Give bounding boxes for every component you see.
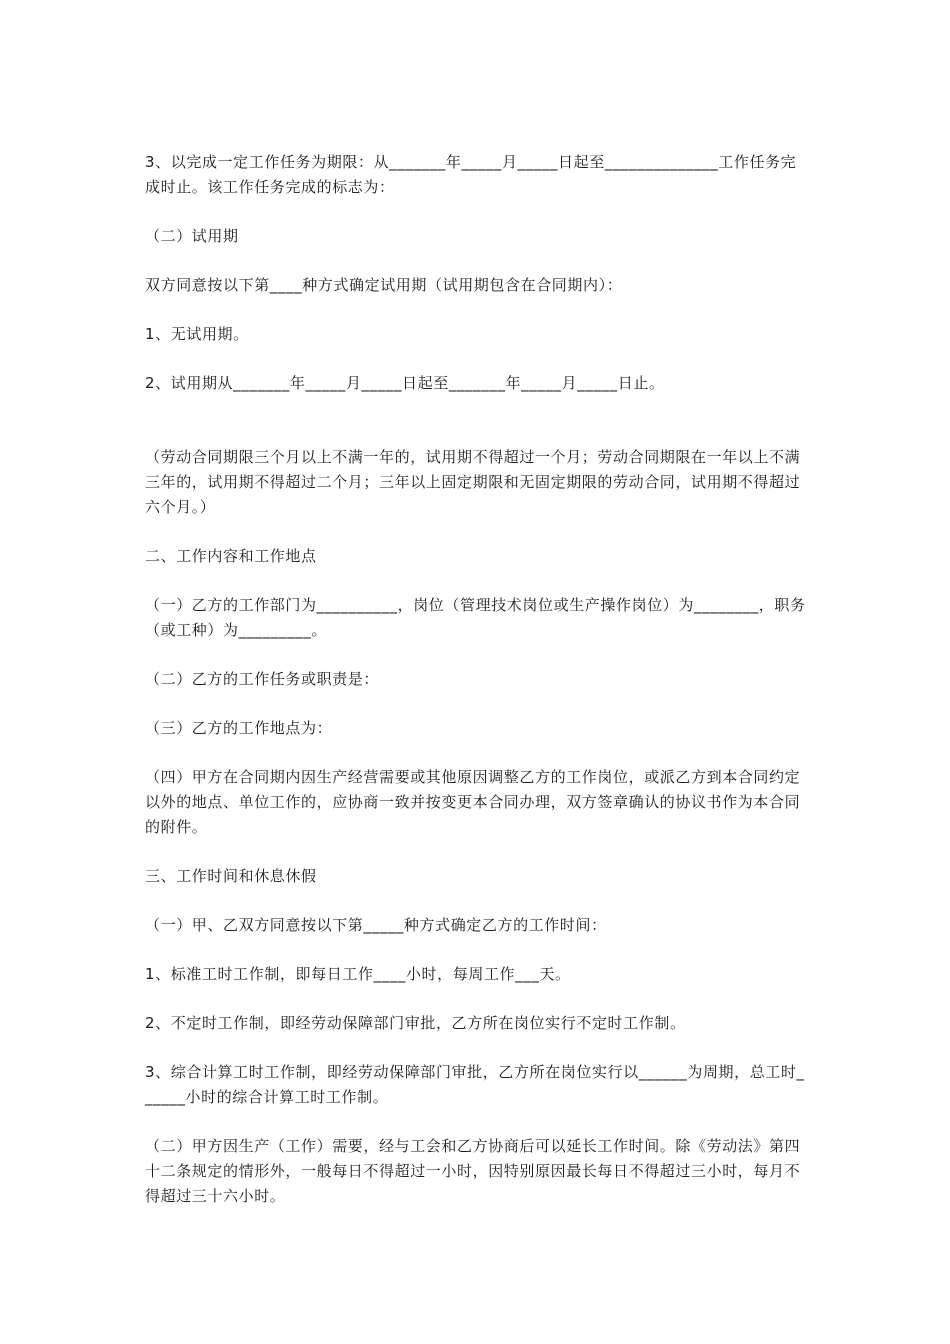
section-heading-probation: （二）试用期 — [145, 227, 239, 245]
clause-overtime: （二）甲方因生产（工作）需要，经与工会和乙方协商后可以延长工作时间。除《劳动法》第四十二条规定的情形外，一般每日不得超过一小时，因特别原因最长每日不得超过三小时，每月不得超过三十六小时。 — [145, 1137, 801, 1205]
document-body — [145, 150, 810, 1209]
working-hours-flexible: 2、不定时工作制，即经劳动保障部门审批，乙方所在岗位实行不定时工作制。 — [145, 1014, 686, 1032]
clause-work-location: （三）乙方的工作地点为： — [145, 719, 333, 737]
probation-option-none: 1、无试用期。 — [145, 325, 249, 343]
clause-position-adjustment: （四）甲方在合同期内因生产经营需要或其他原因调整乙方的工作岗位，或派乙方到本合同约定以外的地点、单位工作的，应协商一致并按变更本合同办理，双方签章确认的协议书作为本合同的附件。 — [145, 768, 801, 836]
clause-duties: （二）乙方的工作任务或职责是： — [145, 670, 380, 688]
clause-task-term: 3、以完成一定工作任务为期限：从_______年_____月_____日起至______________工作任务完成时止。该工作任务完成的标志为： — [145, 153, 797, 196]
section-heading-work-content: 二、工作内容和工作地点 — [145, 547, 317, 565]
working-hours-method-choice: （一）甲、乙双方同意按以下第_____种方式确定乙方的工作时间： — [145, 916, 607, 934]
working-hours-standard: 1、标准工时工作制，即每日工作____小时，每周工作___天。 — [145, 965, 571, 983]
probation-limits-note: （劳动合同期限三个月以上不满一年的，试用期不得超过一个月；劳动合同期限在一年以上不满三年的，试用期不得超过二个月；三年以上固定期限和无固定期限的劳动合同，试用期不得超过六个月。） — [145, 448, 801, 516]
clause-department-position: （一）乙方的工作部门为__________，岗位（管理技术岗位或生产操作岗位）为________，职务（或工种）为_________。 — [145, 596, 806, 639]
section-heading-working-hours: 三、工作时间和休息休假 — [145, 867, 317, 885]
working-hours-comprehensive: 3、综合计算工时工作制，即经劳动保障部门审批，乙方所在岗位实行以______为周期，总工时______小时的综合计算工时工作制。 — [145, 1063, 805, 1106]
probation-method-choice: 双方同意按以下第____种方式确定试用期（试用期包含在合同期内）： — [145, 276, 623, 294]
probation-option-period: 2、试用期从_______年_____月_____日起至_______年_____月_____日止。 — [145, 374, 665, 392]
